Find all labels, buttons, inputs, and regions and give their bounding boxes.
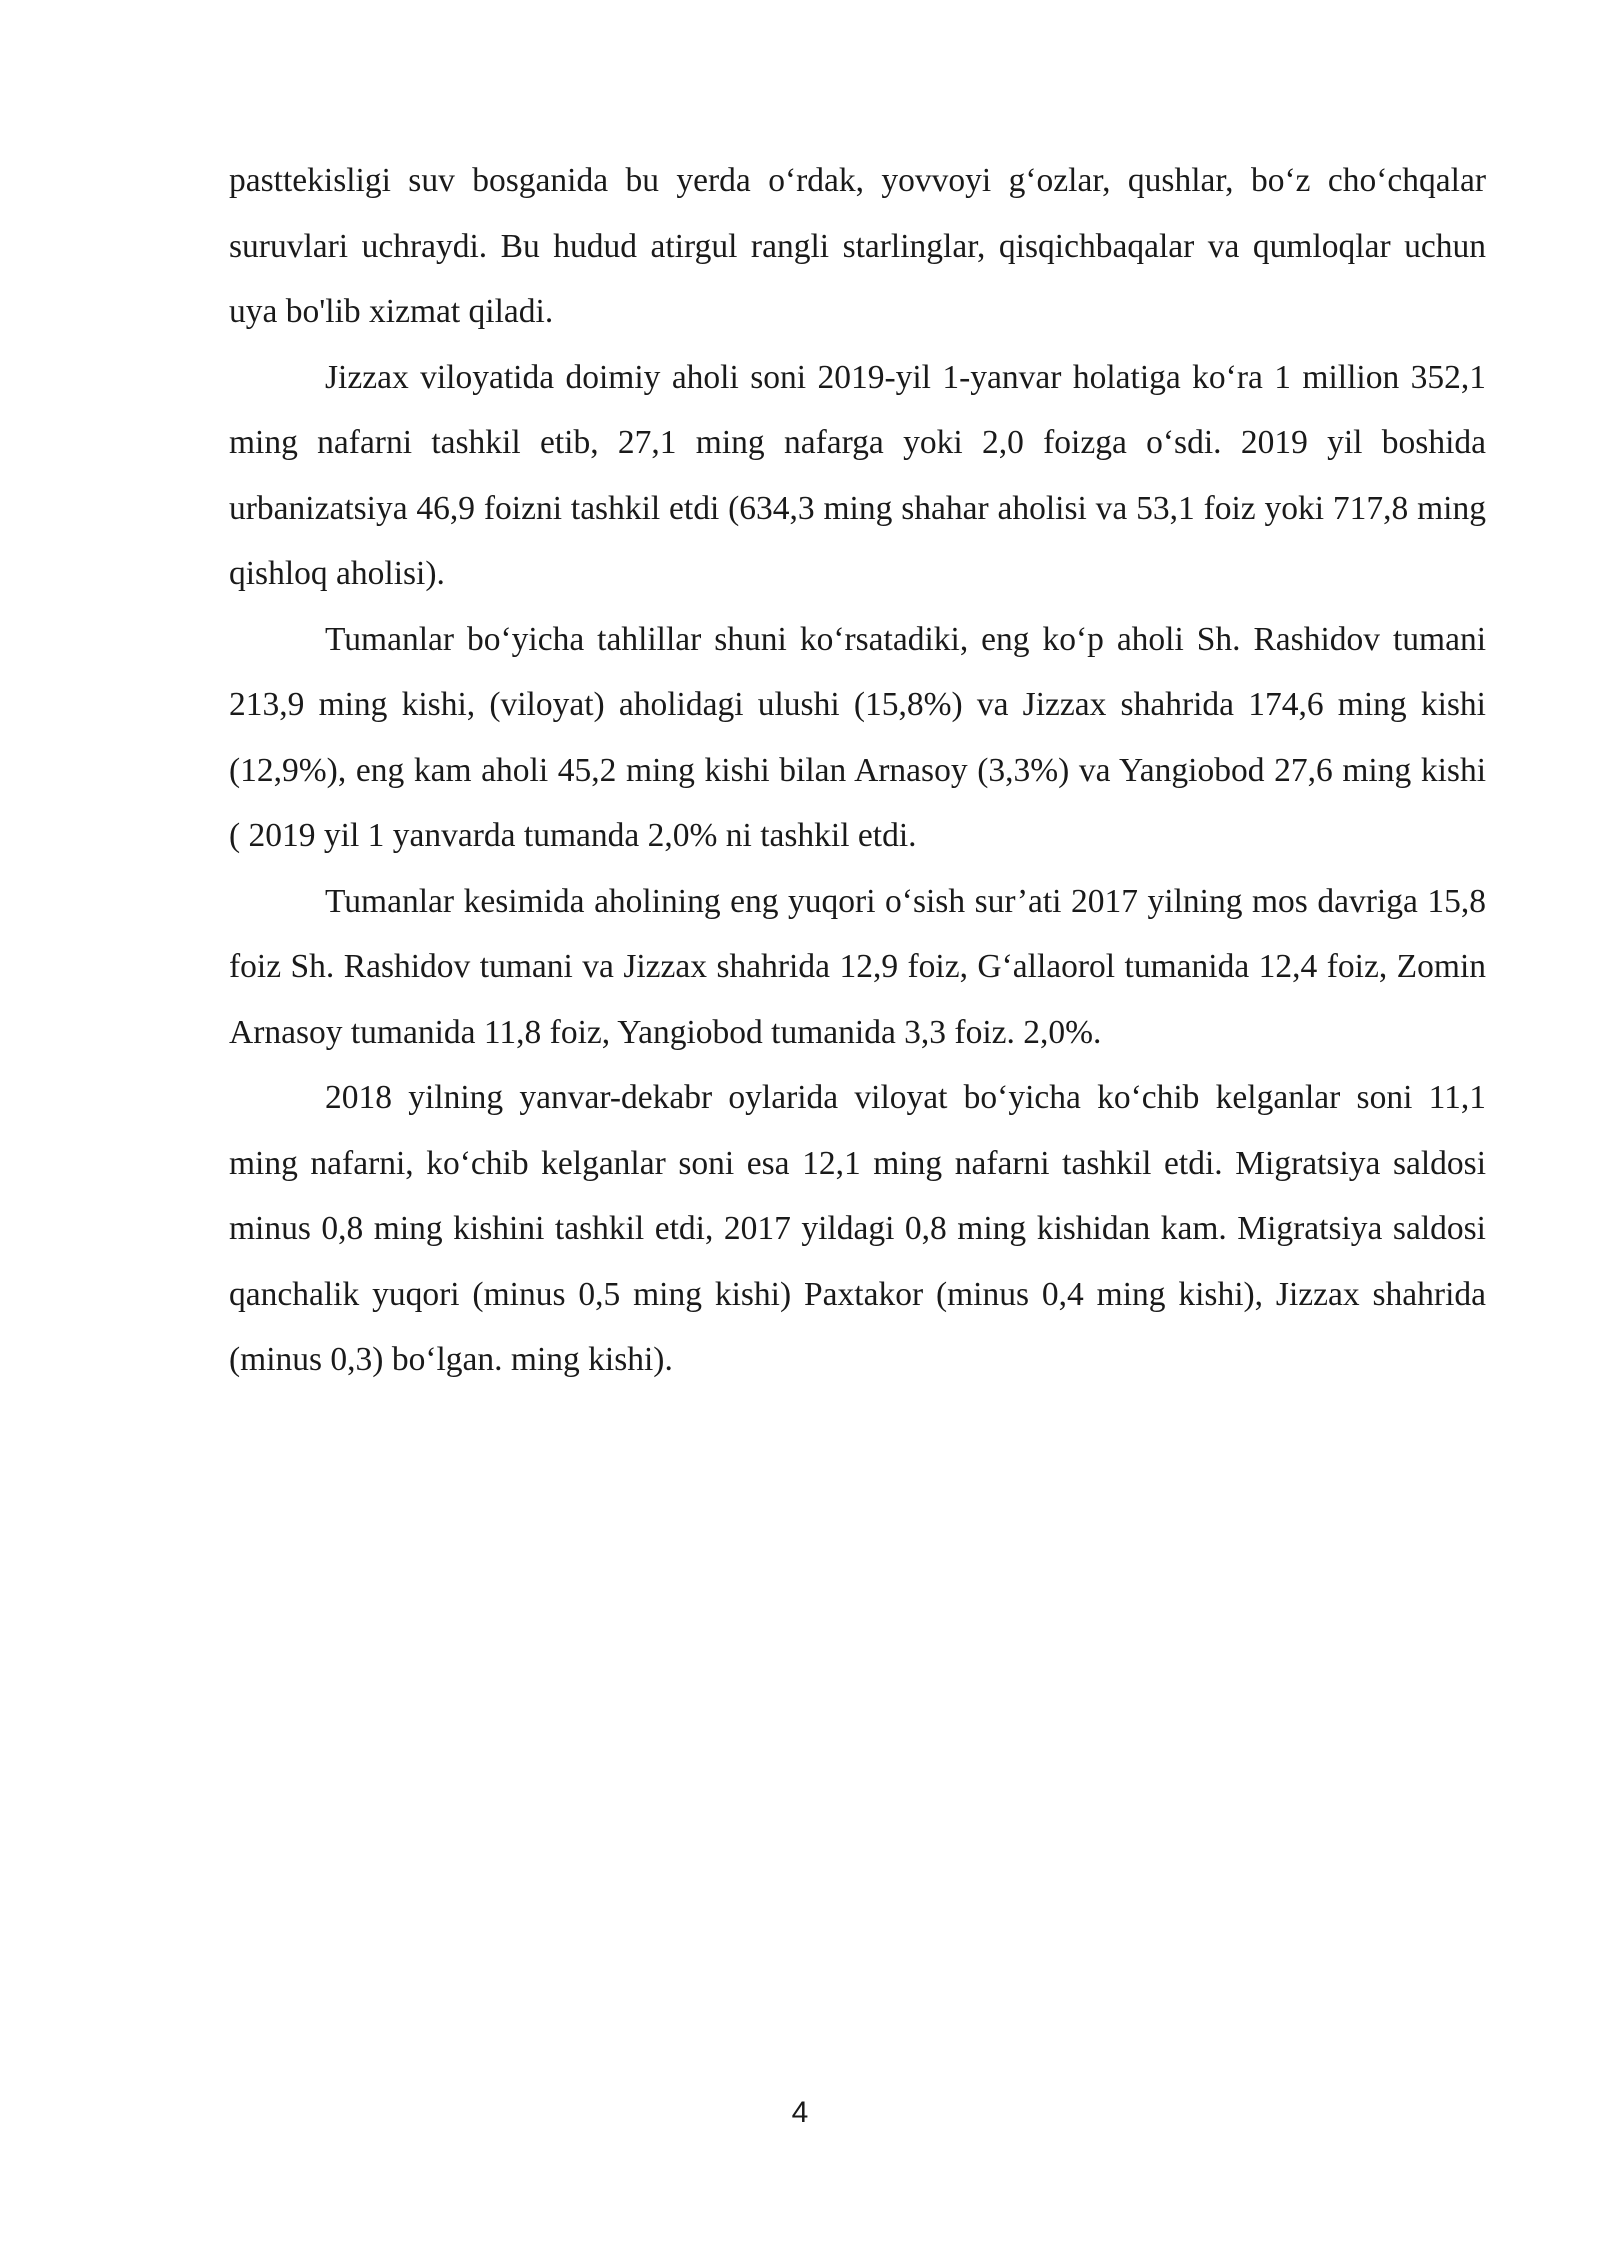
paragraph-population: Jizzax viloyatida doimiy aholi soni 2019-yil 1-yanvar holatiga ko‘ra 1 million 352,1 ming nafarni tashkil etib, 27,1 ming nafarga yoki 2,0 foizga o‘sdi. 2019 yil boshida urbanizatsiya 46,9 foizni tashkil etdi (634,3 ming shahar aholisi va 53,1 foiz yoki 717,8 ming qishloq aholisi). xyxy=(229,358,1486,592)
document-body xyxy=(229,148,1486,1393)
page-number: 4 xyxy=(791,2096,809,2129)
paragraph-growth-rate: Tumanlar kesimida aholining eng yuqori o‘sish sur’ati 2017 yilning mos davriga 15,8 foiz Sh. Rashidov tumani va Jizzax shahrida 12,9 foiz, G‘allaorol tumanida 12,4 foiz, Zomin Arnasoy tumanida 11,8 foiz, Yangiobod tumanida 3,3 foiz. 2,0%. xyxy=(229,882,1486,1051)
paragraph-continuation: pasttekisligi suv bosganida bu yerda o‘rdak, yovvoyi g‘ozlar, qushlar, bo‘z cho‘chqalar suruvlari uchraydi. Bu hudud atirgul rangli starlinglar, qisqichbaqalar va qumloqlar uchun uya bo'lib xizmat qiladi. xyxy=(229,162,1486,330)
paragraph-district-analysis: Tumanlar bo‘yicha tahlillar shuni ko‘rsatadiki, eng ko‘p aholi Sh. Rashidov tumani 213,9 ming kishi, (viloyat) aholidagi ulushi (15,8%) va Jizzax shahrida 174,6 ming kishi (12,9%), eng kam aholi 45,2 ming kishi bilan Arnasoy (3,3%) va Yangiobod 27,6 ming kishi ( 2019 yil 1 yanvarda tumanda 2,0% ni tashkil etdi. xyxy=(229,620,1486,854)
paragraph-migration: 2018 yilning yanvar-dekabr oylarida viloyat bo‘yicha ko‘chib kelganlar soni 11,1 ming nafarni, ko‘chib kelganlar soni esa 12,1 ming nafarni tashkil etdi. Migratsiya saldosi minus 0,8 ming kishini tashkil etdi, 2017 yildagi 0,8 ming kishidan kam. Migratsiya saldosi qanchalik yuqori (minus 0,5 ming kishi) Paxtakor (minus 0,4 ming kishi), Jizzax shahrida (minus 0,3) bo‘lgan. ming kishi). xyxy=(229,1079,1486,1378)
